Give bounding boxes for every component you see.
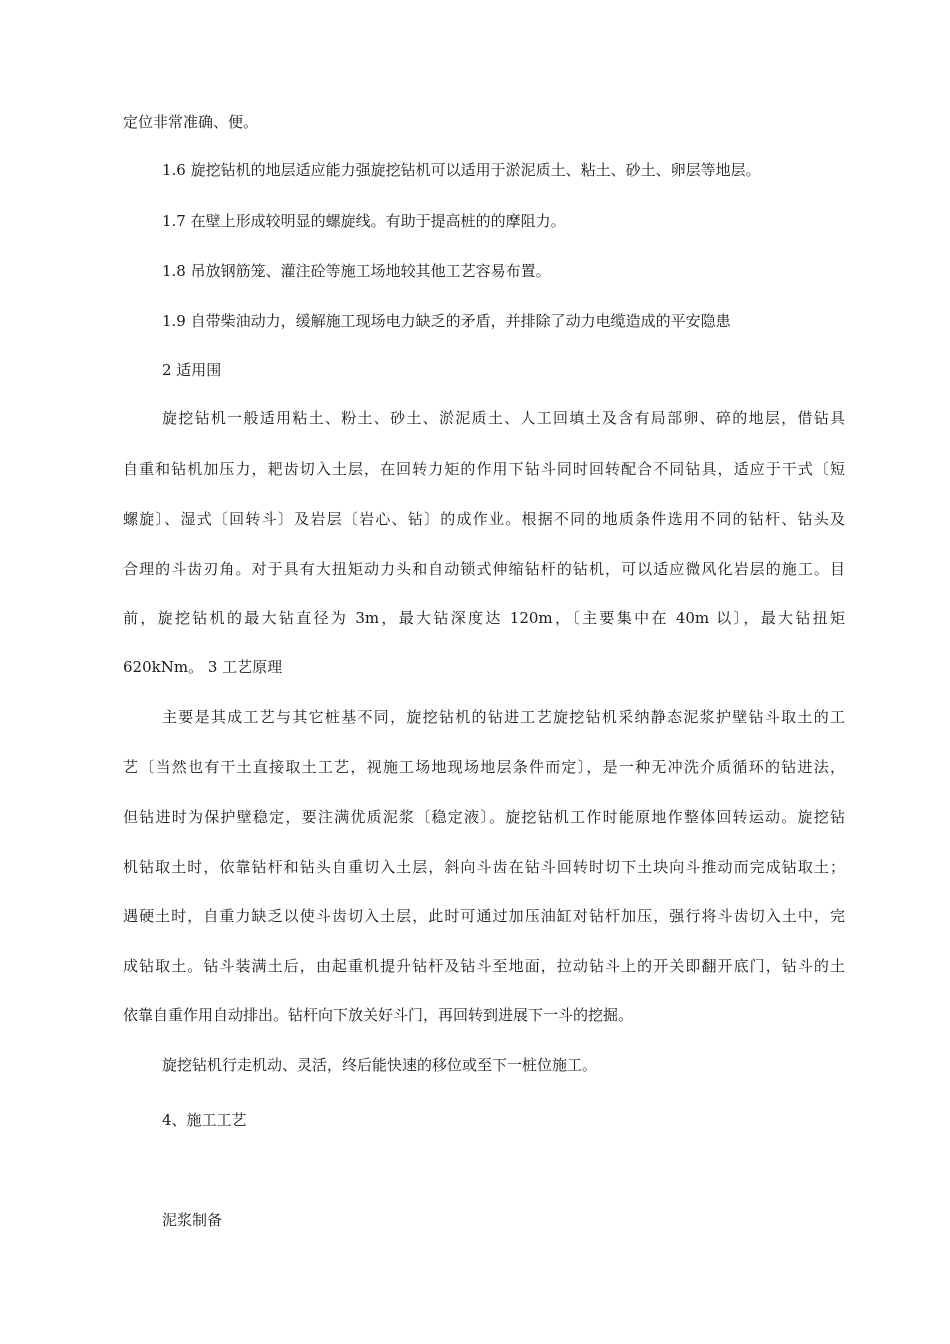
paragraph-scope-line-4: 合理的斗齿刃角。对于具有大扭矩动力头和自动锁式伸缩钻杆的钻机，可以适应微风化岩层的施工。目 [123, 560, 845, 578]
paragraph-scope-line-3: 螺旋〕、湿式〔回转斗〕及岩层〔岩心、钻〕的成作业。根据不同的地质条件选用不同的钻杆、钻头及 [123, 510, 845, 528]
paragraph-principle-line-1: 主要是其成工艺与其它桩基不同，旋挖钻机的钻进工艺旋挖钻机采纳静态泥浆护壁钻斗取土的工 [162, 708, 845, 726]
section-heading-2: 2 适用围 [162, 361, 222, 379]
paragraph-mobility: 旋挖钻机行走机动、灵活，终后能快速的移位或至下一桩位施工。 [162, 1056, 598, 1074]
subheading-mud-preparation: 泥浆制备 [162, 1211, 223, 1229]
paragraph-scope-line-5: 前，旋挖钻机的最大钻直径为 3m，最大钻深度达 120m，〔主要集中在 40m 以〕，最大钻扭矩 [123, 609, 845, 627]
paragraph-principle-line-4: 机钻取土时，依靠钻杆和钻头自重切入土层，斜向斗齿在钻斗回转时切下土块向斗推动而完成钻取土； [123, 858, 845, 876]
section-heading-4: 4、施工工艺 [162, 1111, 247, 1129]
paragraph-principle-line-5: 遇硬土时，自重力缺乏以使斗齿切入土层，此时可通过加压油缸对钻杆加压，强行将斗齿切入土中，完 [123, 907, 845, 925]
paragraph-scope-line-6: 620kNm。 3 工艺原理 [123, 658, 283, 676]
paragraph-principle-line-7: 依靠自重作用自动排出。钻杆向下放关好斗门，再回转到进展下一斗的挖掘。 [123, 1006, 634, 1024]
item-1-6: 1.6 旋挖钻机的地层适应能力强旋挖钻机可以适用于淤泥质土、粘土、砂土、卵层等地层。 [162, 161, 761, 179]
item-1-8: 1.8 吊放钢筋笼、灌注砼等施工场地较其他工艺容易布置。 [162, 262, 551, 280]
paragraph-principle-line-2: 艺〔当然也有干土直接取土工艺，视施工场地现场地层条件而定〕，是一种无冲洗介质循环的钻进法， [123, 758, 845, 776]
paragraph-scope-line-1: 旋挖钻机一般适用粘土、粉土、砂土、淤泥质土、人工回填土及含有局部卵、碎的地层，借钻具 [162, 409, 845, 427]
item-1-7: 1.7 在壁上形成较明显的螺旋线。有助于提高桩的的摩阻力。 [162, 212, 566, 230]
paragraph-principle-line-6: 成钻取土。钻斗装满土后，由起重机提升钻杆及钻斗至地面，拉动钻斗上的开关即翻开底门，钻斗的土 [123, 957, 845, 975]
paragraph-principle-line-3: 但钻进时为保护壁稳定，要注满优质泥浆〔稳定液〕。旋挖钻机工作时能原地作整体回转运动。旋挖钻 [123, 808, 845, 826]
item-1-9: 1.9 自带柴油动力，缓解施工现场电力缺乏的矛盾，并排除了动力电缆造成的平安隐患 [162, 312, 731, 330]
paragraph-scope-line-2: 自重和钻机加压力，耙齿切入土层，在回转力矩的作用下钻斗同时回转配合不同钻具，适应于干式〔短 [123, 460, 845, 478]
text-line-positioning: 定位非常准确、便。 [123, 113, 259, 131]
